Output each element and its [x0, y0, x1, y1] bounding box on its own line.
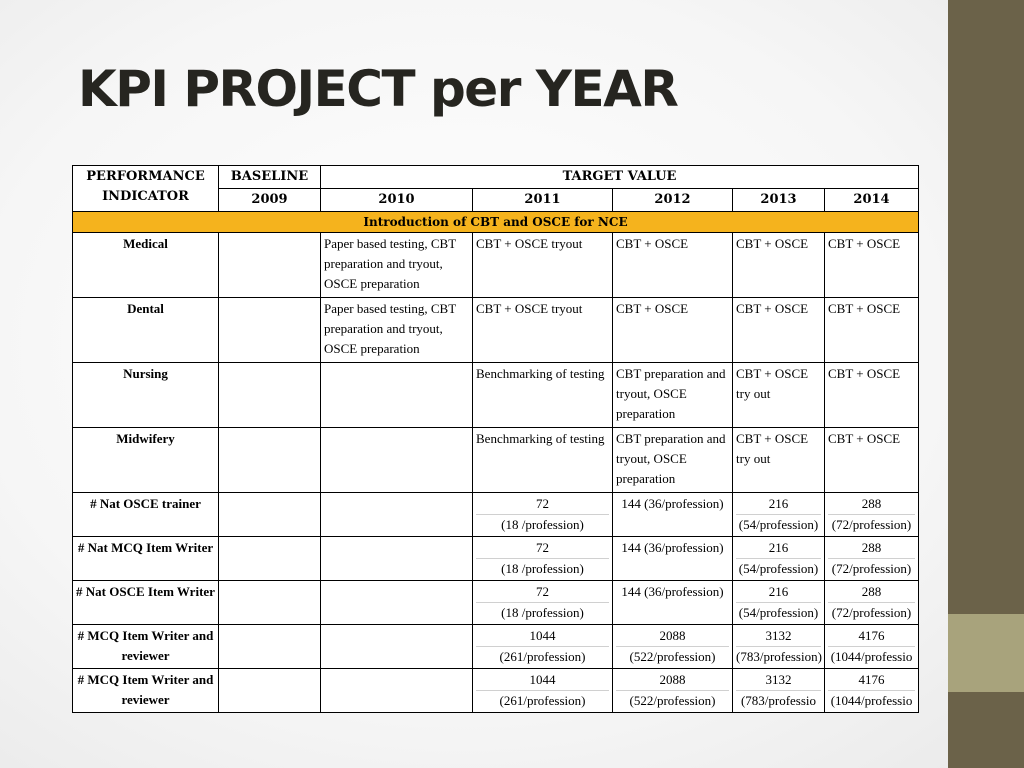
- target-cell: [321, 363, 473, 428]
- target-cell: CBT + OSCE try out: [733, 428, 825, 493]
- target-cell: [473, 625, 613, 669]
- target-value: 216: [736, 538, 821, 559]
- baseline-cell: [219, 625, 321, 669]
- indicator-cell: Nursing: [73, 363, 219, 428]
- target-value: 144 (36/profession): [621, 496, 724, 511]
- target-cell: [613, 669, 733, 713]
- target-value: 4176: [828, 626, 915, 647]
- target-cell: [321, 669, 473, 713]
- target-cell: CBT preparation and tryout, OSCE preparation: [613, 428, 733, 493]
- target-cell: [473, 493, 613, 537]
- indicator-cell: # MCQ Item Writer and reviewer: [73, 669, 219, 713]
- target-value: 3132: [736, 626, 821, 647]
- table-row: [73, 233, 919, 298]
- target-cell: CBT + OSCE: [613, 233, 733, 298]
- target-cell: CBT + OSCE: [613, 298, 733, 363]
- table-row: [73, 298, 919, 363]
- target-cell: [473, 669, 613, 713]
- target-detail: (261/profession): [499, 649, 586, 664]
- target-cell: CBT + OSCE try out: [733, 363, 825, 428]
- target-cell: [321, 625, 473, 669]
- target-value: 1044: [476, 626, 609, 647]
- baseline-cell: [219, 493, 321, 537]
- target-value: 216: [736, 582, 821, 603]
- baseline-cell: [219, 581, 321, 625]
- baseline-cell: [219, 537, 321, 581]
- target-detail: (72/profession): [831, 605, 912, 620]
- target-cell: [321, 537, 473, 581]
- target-cell: [733, 493, 825, 537]
- target-detail: (54/profession): [738, 517, 819, 532]
- target-detail: (783/profession): [736, 649, 822, 664]
- target-cell: [733, 625, 825, 669]
- header-year: 2014: [825, 189, 919, 212]
- target-value: 72: [476, 582, 609, 603]
- indicator-cell: # Nat MCQ Item Writer: [73, 537, 219, 581]
- target-detail: (783/professio: [740, 693, 817, 708]
- target-cell: [825, 493, 919, 537]
- target-value: 2088: [616, 626, 729, 647]
- target-detail: (72/profession): [831, 561, 912, 576]
- target-cell: Benchmarking of testing: [473, 363, 613, 428]
- target-cell: CBT + OSCE tryout: [473, 298, 613, 363]
- table-row: [73, 428, 919, 493]
- target-value: 1044: [476, 670, 609, 691]
- indicator-cell: Medical: [73, 233, 219, 298]
- target-value: 4176: [828, 670, 915, 691]
- baseline-cell: [219, 669, 321, 713]
- target-cell: CBT + OSCE: [825, 428, 919, 493]
- slide-title: KPI PROJECT per YEAR: [78, 60, 678, 118]
- target-value: 144 (36/profession): [621, 540, 724, 555]
- target-detail: (261/profession): [499, 693, 586, 708]
- target-cell: CBT preparation and tryout, OSCE preparation: [613, 363, 733, 428]
- target-cell: [321, 493, 473, 537]
- baseline-cell: [219, 363, 321, 428]
- target-cell: CBT + OSCE: [733, 233, 825, 298]
- banner-row: [73, 212, 919, 233]
- target-value: 288: [828, 494, 915, 515]
- target-cell: Benchmarking of testing: [473, 428, 613, 493]
- indicator-cell: # Nat OSCE Item Writer: [73, 581, 219, 625]
- side-accent: [948, 614, 1024, 692]
- target-cell: [613, 581, 733, 625]
- target-cell: [613, 625, 733, 669]
- target-detail: (18 /profession): [501, 561, 584, 576]
- target-value: 72: [476, 494, 609, 515]
- target-cell: [613, 537, 733, 581]
- table-row: [73, 669, 919, 713]
- target-cell: CBT + OSCE tryout: [473, 233, 613, 298]
- target-cell: [733, 537, 825, 581]
- header-indicator: PERFORMANCE INDICATOR: [73, 166, 219, 212]
- target-detail: (1044/professio: [830, 693, 913, 708]
- target-cell: [733, 669, 825, 713]
- table-row: [73, 493, 919, 537]
- header-baseline-year: 2009: [219, 189, 321, 212]
- target-cell: [473, 537, 613, 581]
- target-detail: (72/profession): [831, 517, 912, 532]
- target-value: 288: [828, 582, 915, 603]
- target-cell: CBT + OSCE: [825, 298, 919, 363]
- target-cell: [825, 537, 919, 581]
- header-year: 2013: [733, 189, 825, 212]
- baseline-cell: [219, 233, 321, 298]
- target-cell: Paper based testing, CBT preparation and tryout, OSCE preparation: [321, 298, 473, 363]
- target-value: 216: [736, 494, 821, 515]
- target-cell: CBT + OSCE: [733, 298, 825, 363]
- target-cell: [825, 625, 919, 669]
- indicator-cell: # Nat OSCE trainer: [73, 493, 219, 537]
- target-cell: [613, 493, 733, 537]
- target-cell: [825, 669, 919, 713]
- baseline-cell: [219, 298, 321, 363]
- banner-text: Introduction of CBT and OSCE for NCE: [73, 212, 919, 233]
- table-row: [73, 537, 919, 581]
- indicator-cell: # MCQ Item Writer and reviewer: [73, 625, 219, 669]
- header-year: 2011: [473, 189, 613, 212]
- target-value: 72: [476, 538, 609, 559]
- target-detail: (18 /profession): [501, 517, 584, 532]
- target-detail: (1044/professio: [830, 649, 913, 664]
- table-row: [73, 581, 919, 625]
- target-detail: (18 /profession): [501, 605, 584, 620]
- target-cell: [321, 581, 473, 625]
- target-detail: (522/profession): [629, 649, 716, 664]
- target-cell: [733, 581, 825, 625]
- target-value: 288: [828, 538, 915, 559]
- table-row: [73, 625, 919, 669]
- target-detail: (522/profession): [629, 693, 716, 708]
- target-cell: Paper based testing, CBT preparation and tryout, OSCE preparation: [321, 233, 473, 298]
- header-baseline: BASELINE: [219, 166, 321, 189]
- header-year: 2010: [321, 189, 473, 212]
- indicator-cell: Midwifery: [73, 428, 219, 493]
- kpi-table: [72, 165, 919, 713]
- indicator-cell: Dental: [73, 298, 219, 363]
- target-cell: [321, 428, 473, 493]
- table-row: [73, 363, 919, 428]
- target-value: 2088: [616, 670, 729, 691]
- target-cell: CBT + OSCE: [825, 233, 919, 298]
- header-target: TARGET VALUE: [321, 166, 919, 189]
- target-detail: (54/profession): [738, 605, 819, 620]
- target-value: 3132: [736, 670, 821, 691]
- header-year: 2012: [613, 189, 733, 212]
- target-cell: CBT + OSCE: [825, 363, 919, 428]
- target-detail: (54/profession): [738, 561, 819, 576]
- target-value: 144 (36/profession): [621, 584, 724, 599]
- target-cell: [825, 581, 919, 625]
- baseline-cell: [219, 428, 321, 493]
- target-cell: [473, 581, 613, 625]
